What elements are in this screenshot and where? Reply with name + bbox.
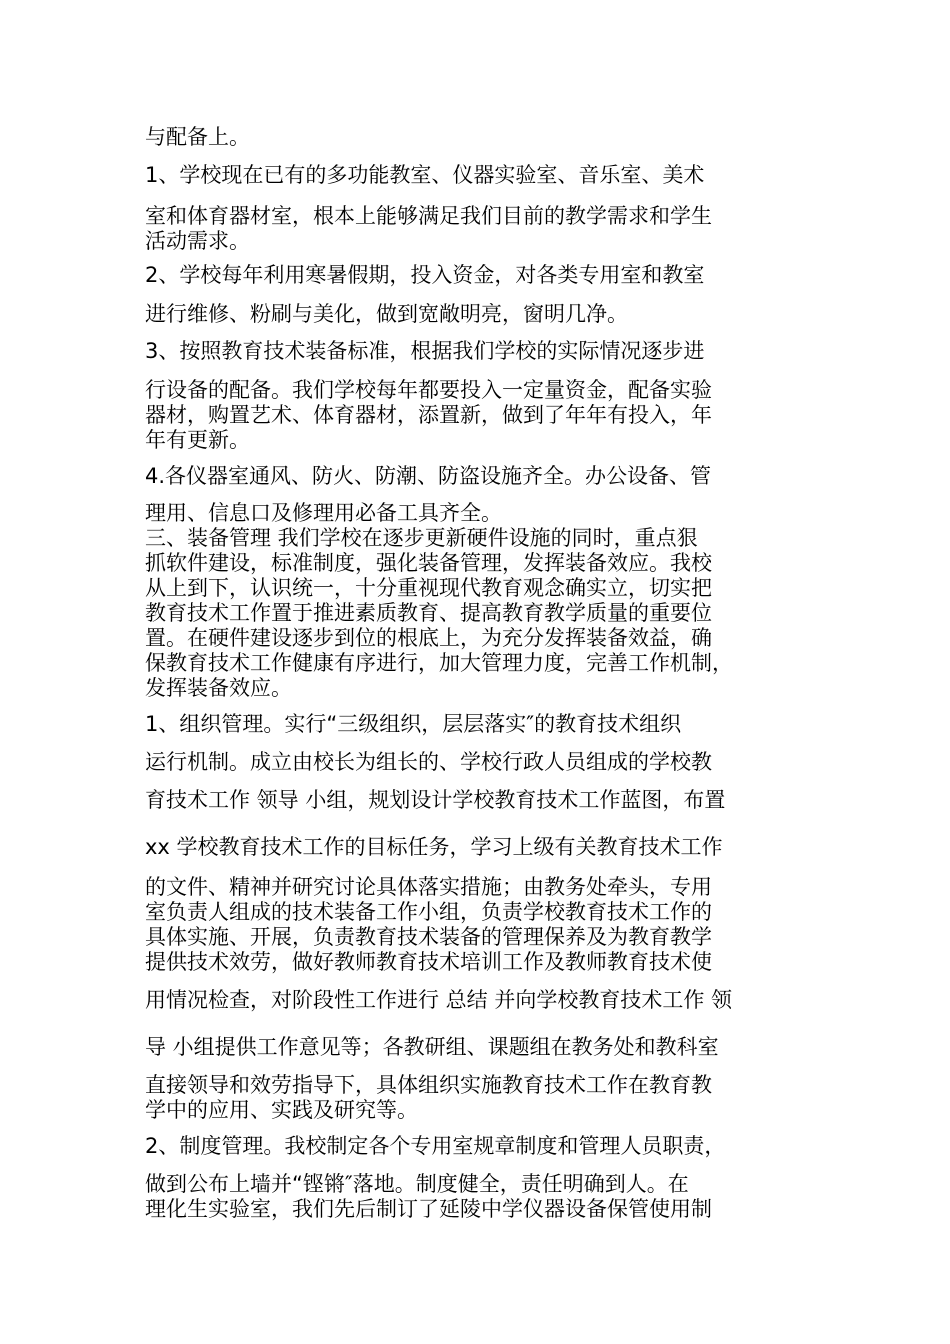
text-line: 保教育技术工作健康有序进行，加大管理力度，完善工作机制，	[145, 651, 733, 675]
text-line: 教育技术工作置于推进素质教育、提高教育教学质量的重要位	[145, 601, 712, 625]
text-line: 器材，购置艺术、体育器材，添置新，做到了年年有投入，年	[145, 403, 712, 427]
text-line: 2、制度管理。我校制定各个专用室规章制度和管理人员职责，	[145, 1134, 726, 1158]
text-line: 具体实施、开展，负责教育技术装备的管理保养及为教育教学	[145, 925, 712, 949]
text-line: 发挥装备效应。	[145, 676, 292, 700]
text-line: 理用、信息口及修理用必备工具齐全。	[145, 501, 502, 525]
text-line: xx 学校教育技术工作的目标任务，学习上级有关教育技术工作	[145, 835, 723, 859]
text-line: 1、学校现在已有的多功能教室、仪器实验室、音乐室、美术	[145, 163, 705, 187]
text-line: 室负责人组成的技术装备工作小组，负责学校教育技术工作的	[145, 900, 712, 924]
text-line: 室和体育器材室，根本上能够满足我们目前的教学需求和学生	[145, 204, 712, 228]
text-line: 理化生实验室，我们先后制订了延陵中学仪器设备保管使用制	[145, 1197, 712, 1221]
text-line: 从上到下，认识统一，十分重视现代教育观念确实立，切实把	[145, 576, 712, 600]
text-line: 进行维修、粉刷与美化，做到宽敞明亮，窗明几净。	[145, 302, 628, 326]
text-line: 直接领导和效劳指导下，具体组织实施教育技术工作在教育教	[145, 1073, 712, 1097]
text-line: 年有更新。	[145, 428, 250, 452]
text-line: 置。在硬件建设逐步到位的根底上，为充分发挥装备效益，确	[145, 626, 712, 650]
text-line: 三、装备管理 我们学校在逐步更新硬件设施的同时，重点狠	[145, 526, 698, 550]
text-line: 2、学校每年利用寒暑假期，投入资金，对各类专用室和教室	[145, 263, 705, 287]
text-line: 抓软件建设，标准制度，强化装备管理，发挥装备效应。我校	[145, 551, 712, 575]
text-line: 提供技术效劳，做好教师教育技术培训工作及教师教育技术使	[145, 950, 712, 974]
text-line: 的文件、精神并研究讨论具体落实措施；由教务处牵头，专用	[145, 875, 712, 899]
text-line: 学中的应用、实践及研究等。	[145, 1098, 418, 1122]
text-line: 运行机制。成立由校长为组长的、学校行政人员组成的学校教	[145, 750, 712, 774]
text-line: 活动需求。	[145, 229, 250, 253]
text-line: 用情况检查，对阶段性工作进行 总结 并向学校教育技术工作 领	[145, 988, 733, 1012]
text-line: 4.各仪器室通风、防火、防潮、防盗设施齐全。办公设备、管	[145, 464, 712, 488]
text-line: 1、组织管理。实行“三级组织，层层落实″的教育技术组织	[145, 712, 682, 736]
text-line: 行设备的配备。我们学校每年都要投入一定量资金，配备实验	[145, 378, 712, 402]
text-line: 育技术工作 领导 小组，规划设计学校教育技术工作蓝图，布置	[145, 788, 726, 812]
text-line: 做到公布上墙并“铿锵″落地。制度健全，责任明确到人。在	[145, 1172, 689, 1196]
text-line: 3、按照教育技术装备标准，根据我们学校的实际情况逐步进	[145, 339, 705, 363]
text-line: 导 小组提供工作意见等；各教研组、课题组在教务处和教科室	[145, 1035, 719, 1059]
text-line: 与配备上。	[145, 125, 250, 149]
